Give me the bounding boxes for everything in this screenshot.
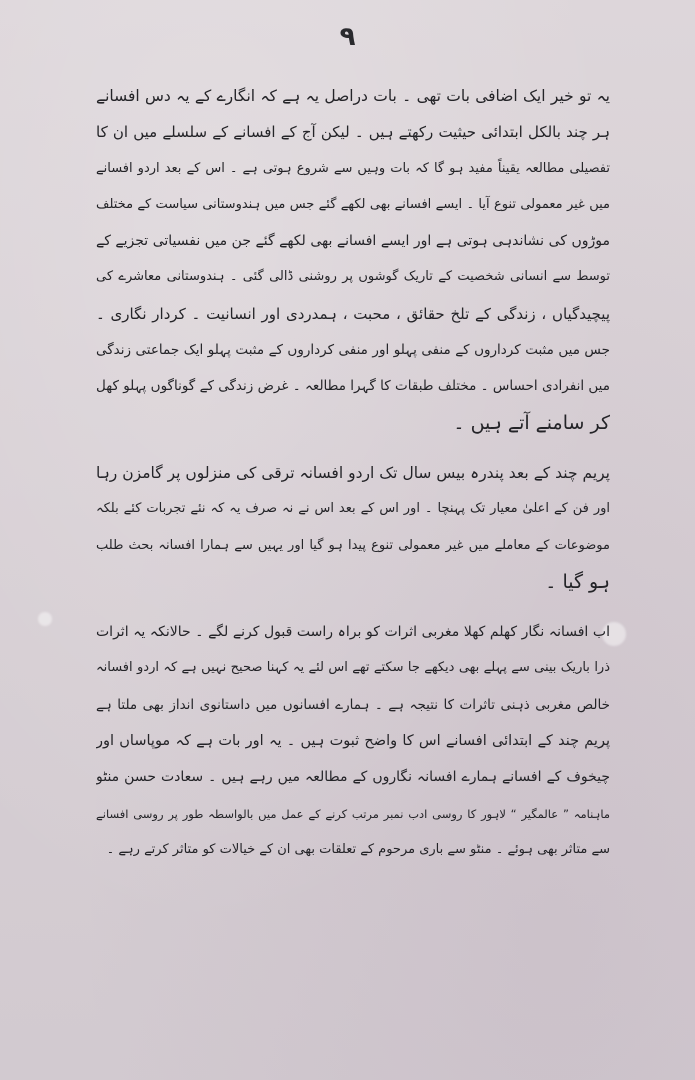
text-line: خالص مغربی ذہنی تاثرات کا نتیجہ ہے ۔ ہمارے افسانوں میں داستانوی انداز بھی ملتا ہے: [96, 696, 610, 713]
text-line: توسط سے انسانی شخصیت کے تاریک گوشوں پر روشنی ڈالی گئی ۔ ہندوستانی معاشرے کی: [96, 269, 610, 285]
text-line: کر سامنے آتے ہیں ۔: [453, 411, 610, 434]
page-number: ۹: [339, 22, 356, 52]
paragraph-3: [96, 614, 610, 868]
paragraph-gap: [96, 441, 610, 455]
text-line: ہر چند بالکل ابتدائی حیثیت رکھتے ہیں ۔ لیکن آج کے افسانے کے سلسلے میں ان کا: [96, 123, 610, 142]
text-line: موضوعات کے معاملے میں غیر معمولی تنوع پیدا ہو گیا اور یہیں سے ہمارا افسانہ بحث طلب: [96, 537, 610, 553]
paragraph-1: [96, 78, 610, 441]
text-line: پریم چند کے ابتدائی افسانے اس کا واضح ثبوت ہیں ۔ یہ اور بات ہے کہ موپاساں اور: [96, 733, 610, 750]
paper-blemish: [38, 612, 52, 626]
text-line: اور فن کے اعلیٰ معیار تک پہنچا ۔ اور اس کے بعد اس نے نہ صرف یہ کہ نئے تجربات کئے بلکہ: [96, 501, 610, 517]
text-line: موڑوں کی نشاندہی ہوتی ہے اور ایسے افسانے بھی لکھے گئے جن میں نفسیاتی تجزیے کے: [96, 233, 610, 250]
text-line: چیخوف کے افسانے ہمارے افسانہ نگاروں کے مطالعہ میں رہے ہیں ۔ سعادت حسن منٹو: [96, 769, 610, 786]
text-line: جس میں مثبت کرداروں کے منفی پہلو اور منفی کرداروں کے مثبت پہلو ایک جماعتی زندگی: [96, 342, 610, 359]
text-line: میں غیر معمولی تنوع آیا ۔ ایسے افسانے بھی لکھے گئے جس میں ہندوستانی سیاست کے مختلف: [96, 196, 610, 212]
text-line: ذرا باریک بینی سے پہلے بھی دیکھے جا سکتے تھے اس لئے یہ کہنا صحیح نہیں ہے کہ اردو افسانہ: [96, 660, 610, 676]
text-line: سے متاثر بھی ہوئے ۔ منٹو سے باری مرحوم کے تعلقات بھی ان کے خیالات کو متاثر کرتے رہے ۔: [106, 841, 610, 857]
paragraph-2: [96, 455, 610, 600]
text-line: اب افسانہ نگار کھلم کھلا مغربی اثرات کو براہ راست قبول کرنے لگے ۔ حالانکہ یہ اثرات: [96, 624, 610, 641]
text-line: میں انفرادی احساس ۔ مختلف طبقات کا گہرا مطالعہ ۔ غرض زندگی کے گوناگوں پہلو کھل: [96, 378, 610, 395]
text-line: تفصیلی مطالعہ یقیناً مفید ہو گا کہ بات وہیں سے شروع ہوتی ہے ۔ اس کے بعد اردو افسانے: [96, 160, 610, 176]
text-line: پریم چند کے بعد پندرہ بیس سال تک اردو افسانہ ترقی کی منزلوں پر گامزن رہا: [96, 463, 610, 482]
text-line: یہ تو خیر ایک اضافی بات تھی ۔ بات دراصل یہ ہے کہ انگارے کے یہ دس افسانے: [96, 87, 610, 105]
text-line: پیچیدگیاں ، زندگی کے تلخ حقائق ، محبت ، ہمدردی اور انسانیت ۔ کردار نگاری ۔: [96, 304, 610, 323]
text-line: ہو گیا ۔: [545, 570, 610, 593]
paragraph-gap: [96, 600, 610, 614]
text-line: ماہنامہ ” عالمگیر “ لاہور کا روسی ادب نمبر مرتب کرنے کے عمل میں بالواسطہ طور پر روسی افسانے: [96, 806, 610, 821]
body-text: [96, 78, 610, 868]
